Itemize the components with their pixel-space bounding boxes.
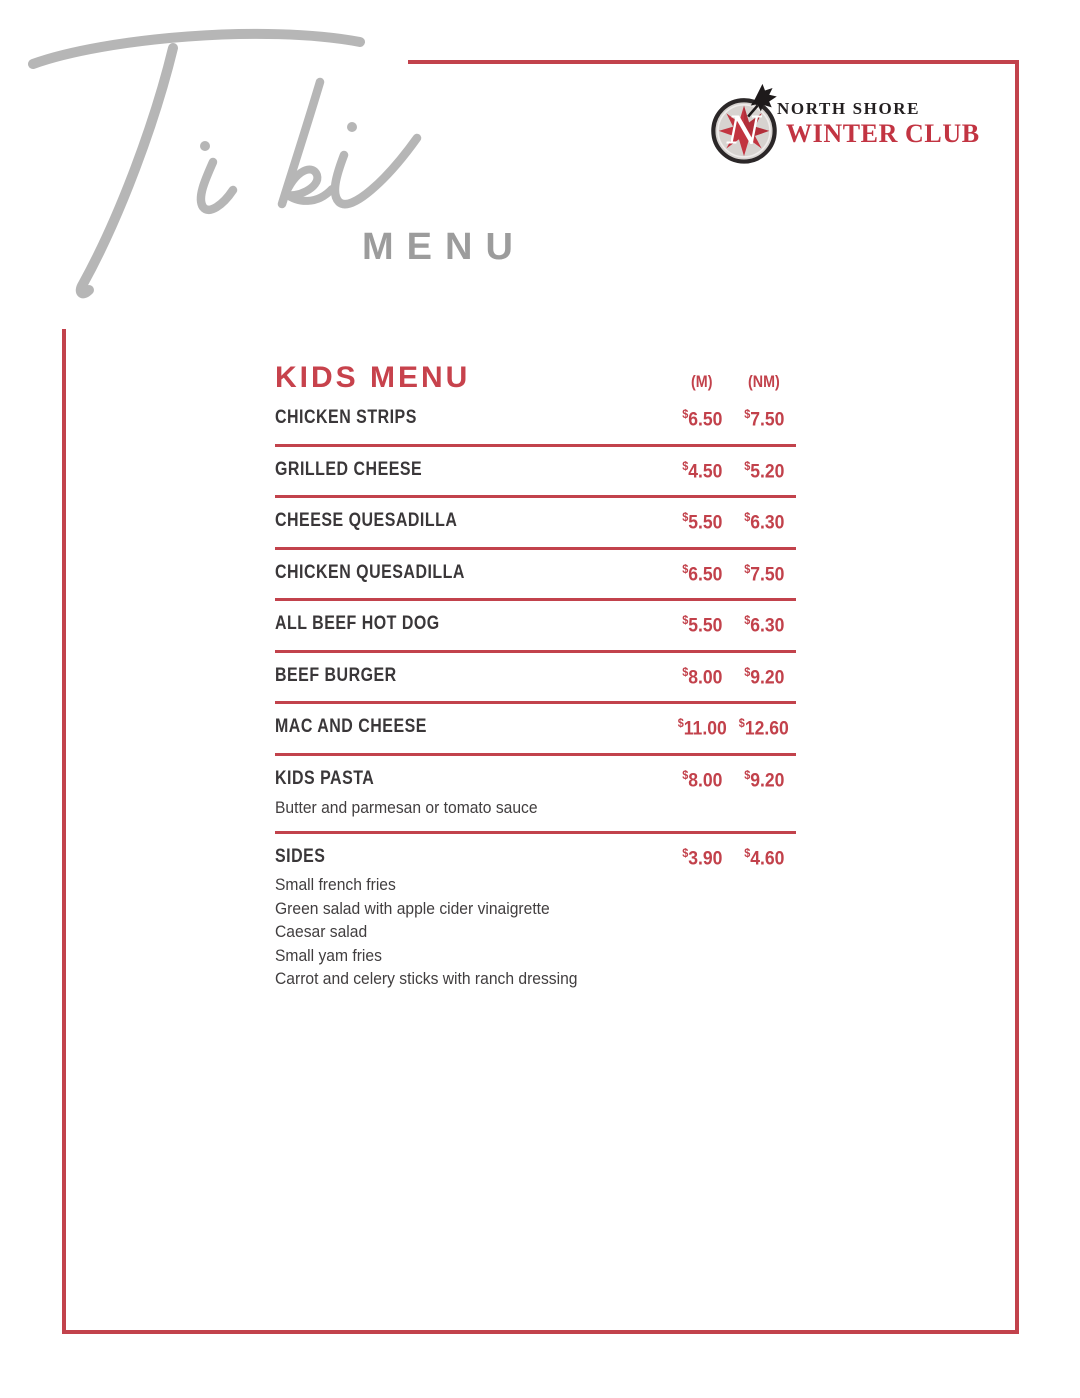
item-price-nonmember: [732, 846, 796, 871]
price-amount: 5.50: [687, 511, 723, 534]
column-header-nonmember: (NM): [748, 372, 780, 391]
item-price-member: [672, 768, 732, 793]
currency-symbol: $: [681, 510, 688, 524]
menu-item-row: [275, 447, 796, 499]
menu-title: KIDS MENU: [275, 361, 471, 394]
price-amount: 4.50: [687, 460, 723, 482]
item-name: GRILLED CHEESE: [275, 458, 423, 480]
menu-item-row: [275, 550, 796, 602]
currency-symbol: $: [743, 664, 750, 679]
price-amount: 11.00: [683, 717, 727, 740]
price-amount: 4.60: [749, 847, 785, 870]
menu-item-row: [275, 834, 796, 1003]
price-amount: 3.90: [687, 847, 723, 870]
item-name: CHICKEN QUESADILLA: [275, 561, 465, 583]
price-amount: 9.20: [749, 666, 785, 688]
side-option: Small french fries: [275, 875, 396, 894]
side-option: Caesar salad: [275, 922, 368, 941]
item-price-nonmember: [732, 613, 796, 638]
price-amount: 9.20: [749, 769, 785, 791]
item-name: CHICKEN STRIPS: [275, 407, 417, 428]
currency-symbol: $: [743, 613, 750, 627]
frame-line-right: [1015, 60, 1019, 1334]
currency-symbol: $: [743, 846, 750, 860]
item-name: BEEF BURGER: [275, 664, 397, 686]
side-option: Carrot and celery sticks with ranch dressing: [275, 969, 578, 988]
currency-symbol: $: [681, 664, 688, 679]
item-price-member: [672, 510, 732, 535]
column-header-member: (M): [691, 372, 713, 391]
item-name: KIDS PASTA: [275, 767, 375, 789]
price-amount: 5.50: [687, 614, 723, 637]
item-price-member: [672, 459, 732, 484]
menu-item-row: [275, 756, 796, 835]
price-amount: 6.50: [687, 408, 723, 431]
brand-text: [777, 99, 980, 149]
currency-symbol: $: [743, 407, 750, 421]
item-price-nonmember: [732, 665, 796, 690]
currency-symbol: $: [681, 846, 688, 860]
item-price-member: [672, 846, 732, 871]
menu-item-row: [275, 601, 796, 653]
item-price-nonmember: [732, 459, 796, 484]
item-price-member: [672, 665, 732, 690]
currency-symbol: $: [681, 407, 688, 421]
menu-header: [275, 361, 796, 395]
price-amount: 6.30: [749, 511, 785, 534]
price-amount: 8.00: [687, 666, 723, 688]
item-price-nonmember: [732, 716, 796, 741]
side-options: [275, 873, 672, 991]
side-option: Green salad with apple cider vinaigrette: [275, 898, 550, 918]
logo-monogram: N: [727, 108, 761, 154]
brand-name-line2: WINTER CLUB: [786, 119, 980, 148]
currency-symbol: $: [743, 510, 750, 524]
brand-name-line1: NORTH SHORE: [777, 99, 921, 118]
kids-menu-section: [275, 361, 796, 1003]
currency-symbol: $: [739, 716, 746, 730]
currency-symbol: $: [681, 458, 688, 473]
item-name: CHEESE QUESADILLA: [275, 510, 458, 531]
price-amount: 6.50: [687, 563, 723, 585]
item-price-nonmember: [732, 562, 796, 587]
currency-symbol: $: [743, 767, 750, 782]
currency-symbol: $: [681, 767, 688, 782]
menu-item-row: [275, 395, 796, 447]
side-option: Small yam fries: [275, 945, 382, 965]
currency-symbol: $: [677, 716, 684, 730]
currency-symbol: $: [743, 458, 750, 473]
item-description: Butter and parmesan or tomato sauce: [275, 797, 538, 817]
price-amount: 5.20: [749, 460, 785, 482]
menu-item-row: [275, 704, 796, 756]
winter-club-logo-icon: [702, 83, 786, 167]
price-amount: 7.50: [749, 563, 785, 585]
currency-symbol: $: [681, 561, 688, 576]
menu-item-row: [275, 653, 796, 705]
item-price-member: [672, 716, 732, 741]
item-price-member: [672, 613, 732, 638]
item-name: MAC AND CHEESE: [275, 716, 427, 737]
item-name: ALL BEEF HOT DOG: [275, 613, 440, 634]
item-price-nonmember: [732, 510, 796, 535]
item-name: SIDES: [275, 846, 326, 867]
price-amount: 8.00: [687, 769, 723, 791]
currency-symbol: $: [681, 613, 688, 627]
item-price-member: [672, 407, 732, 432]
frame-line-top: [408, 60, 1019, 64]
price-amount: 12.60: [745, 717, 789, 740]
item-price-nonmember: [732, 768, 796, 793]
item-price-member: [672, 562, 732, 587]
menu-item-row: [275, 498, 796, 550]
currency-symbol: $: [743, 561, 750, 576]
frame-line-bottom: [62, 1330, 1019, 1334]
frame-line-left: [62, 329, 66, 1330]
price-amount: 6.30: [749, 614, 785, 637]
price-amount: 7.50: [749, 408, 785, 431]
menu-word: MENU: [362, 226, 526, 268]
item-price-nonmember: [732, 407, 796, 432]
